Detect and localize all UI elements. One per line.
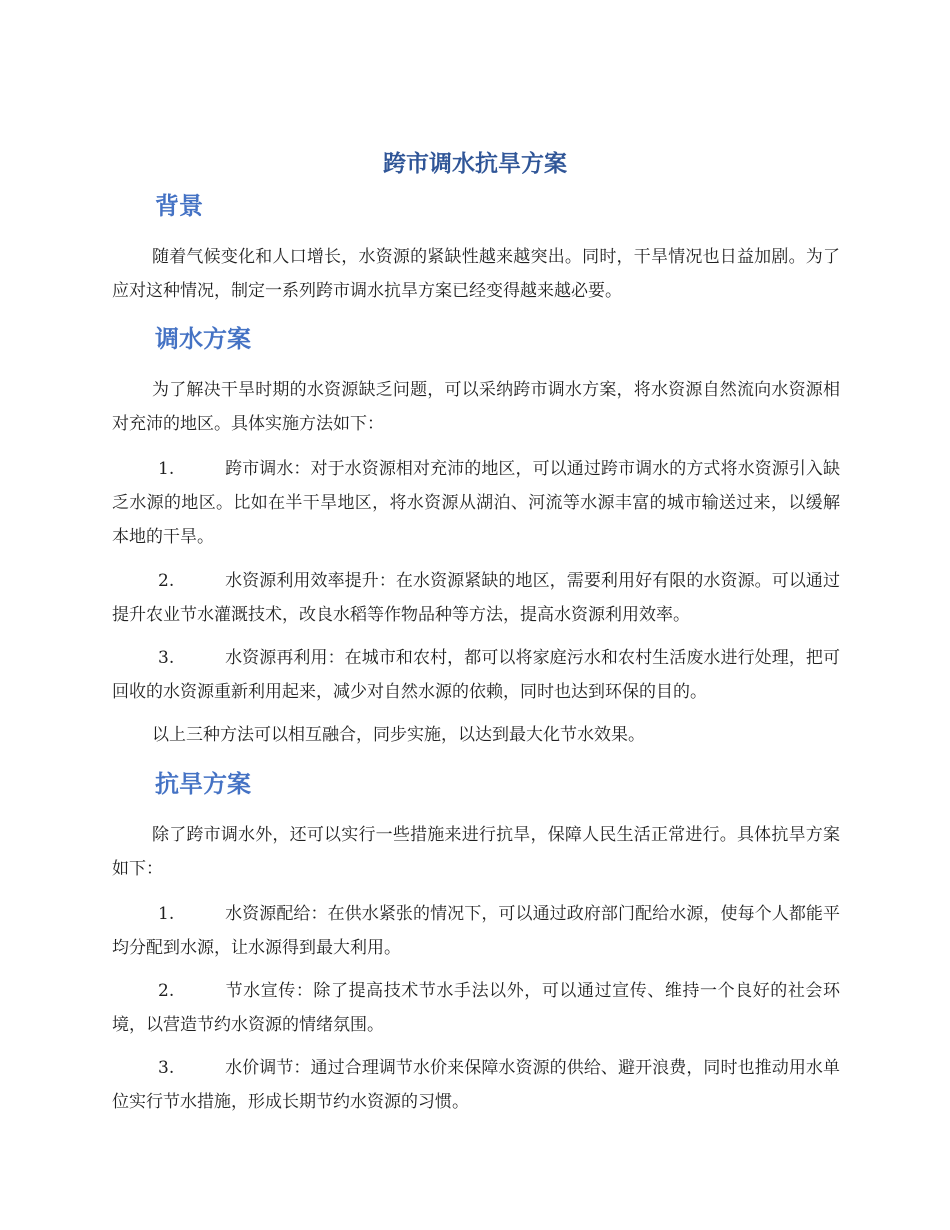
list-item-text: 水资源利用效率提升：在水资源紧缺的地区，需要利用好有限的水资源。可以通过提升农业节水灌溉技术，改良水稻等作物品种等方法，提高水资源利用效率。 [112, 571, 840, 625]
list-item-text: 节水宣传：除了提高技术节水手法以外，可以通过宣传、维持一个良好的社会环境，以营造节约水资源的情绪氛围。 [112, 981, 840, 1035]
water-transfer-conclusion: 以上三种方法可以相互融合，同步实施，以达到最大化节水效果。 [152, 725, 645, 745]
list-item [112, 452, 840, 554]
list-item [112, 974, 840, 1042]
background-paragraph: 随着气候变化和人口增长，水资源的紧缺性越来越突出。同时，干旱情况也日益加剧。为了应对这种情况，制定一系列跨市调水抗旱方案已经变得越来越必要。 [112, 247, 840, 301]
heading-drought-relief: 抗旱方案 [155, 770, 251, 798]
list-item-number: 2. [158, 981, 175, 1001]
list-item [112, 641, 840, 709]
list-item-text: 跨市调水：对于水资源相对充沛的地区，可以通过跨市调水的方式将水资源引入缺乏水源的地区。比如在半干旱地区，将水资源从湖泊、河流等水源丰富的城市输送过来，以缓解本地的干旱。 [112, 459, 840, 547]
list-item-text: 水资源再利用：在城市和农村，都可以将家庭污水和农村生活废水进行处理，把可回收的水资源重新利用起来，减少对自然水源的依赖，同时也达到环保的目的。 [112, 648, 840, 702]
water-transfer-intro: 为了解决干旱时期的水资源缺乏问题，可以采纳跨市调水方案，将水资源自然流向水资源相对充沛的地区。具体实施方法如下： [112, 380, 840, 434]
list-item-number: 1. [158, 904, 175, 924]
list-item-text: 水资源配给：在供水紧张的情况下，可以通过政府部门配给水源，使每个人都能平均分配到水源，让水源得到最大利用。 [112, 904, 840, 958]
heading-background: 背景 [155, 192, 203, 220]
heading-water-transfer: 调水方案 [155, 325, 251, 353]
list-item [112, 564, 840, 632]
list-item [112, 897, 840, 965]
list-item-text: 水价调节：通过合理调节水价来保障水资源的供给、避开浪费，同时也推动用水单位实行节水措施，形成长期节约水资源的习惯。 [112, 1058, 840, 1112]
list-item-number: 3. [158, 648, 175, 668]
list-item [112, 1051, 840, 1119]
drought-relief-intro: 除了跨市调水外，还可以实行一些措施来进行抗旱，保障人民生活正常进行。具体抗旱方案如下： [112, 825, 840, 879]
list-item-number: 3. [158, 1058, 175, 1078]
list-item-number: 2. [158, 571, 175, 591]
document-title: 跨市调水抗旱方案 [383, 151, 567, 177]
list-item-number: 1. [158, 459, 175, 479]
